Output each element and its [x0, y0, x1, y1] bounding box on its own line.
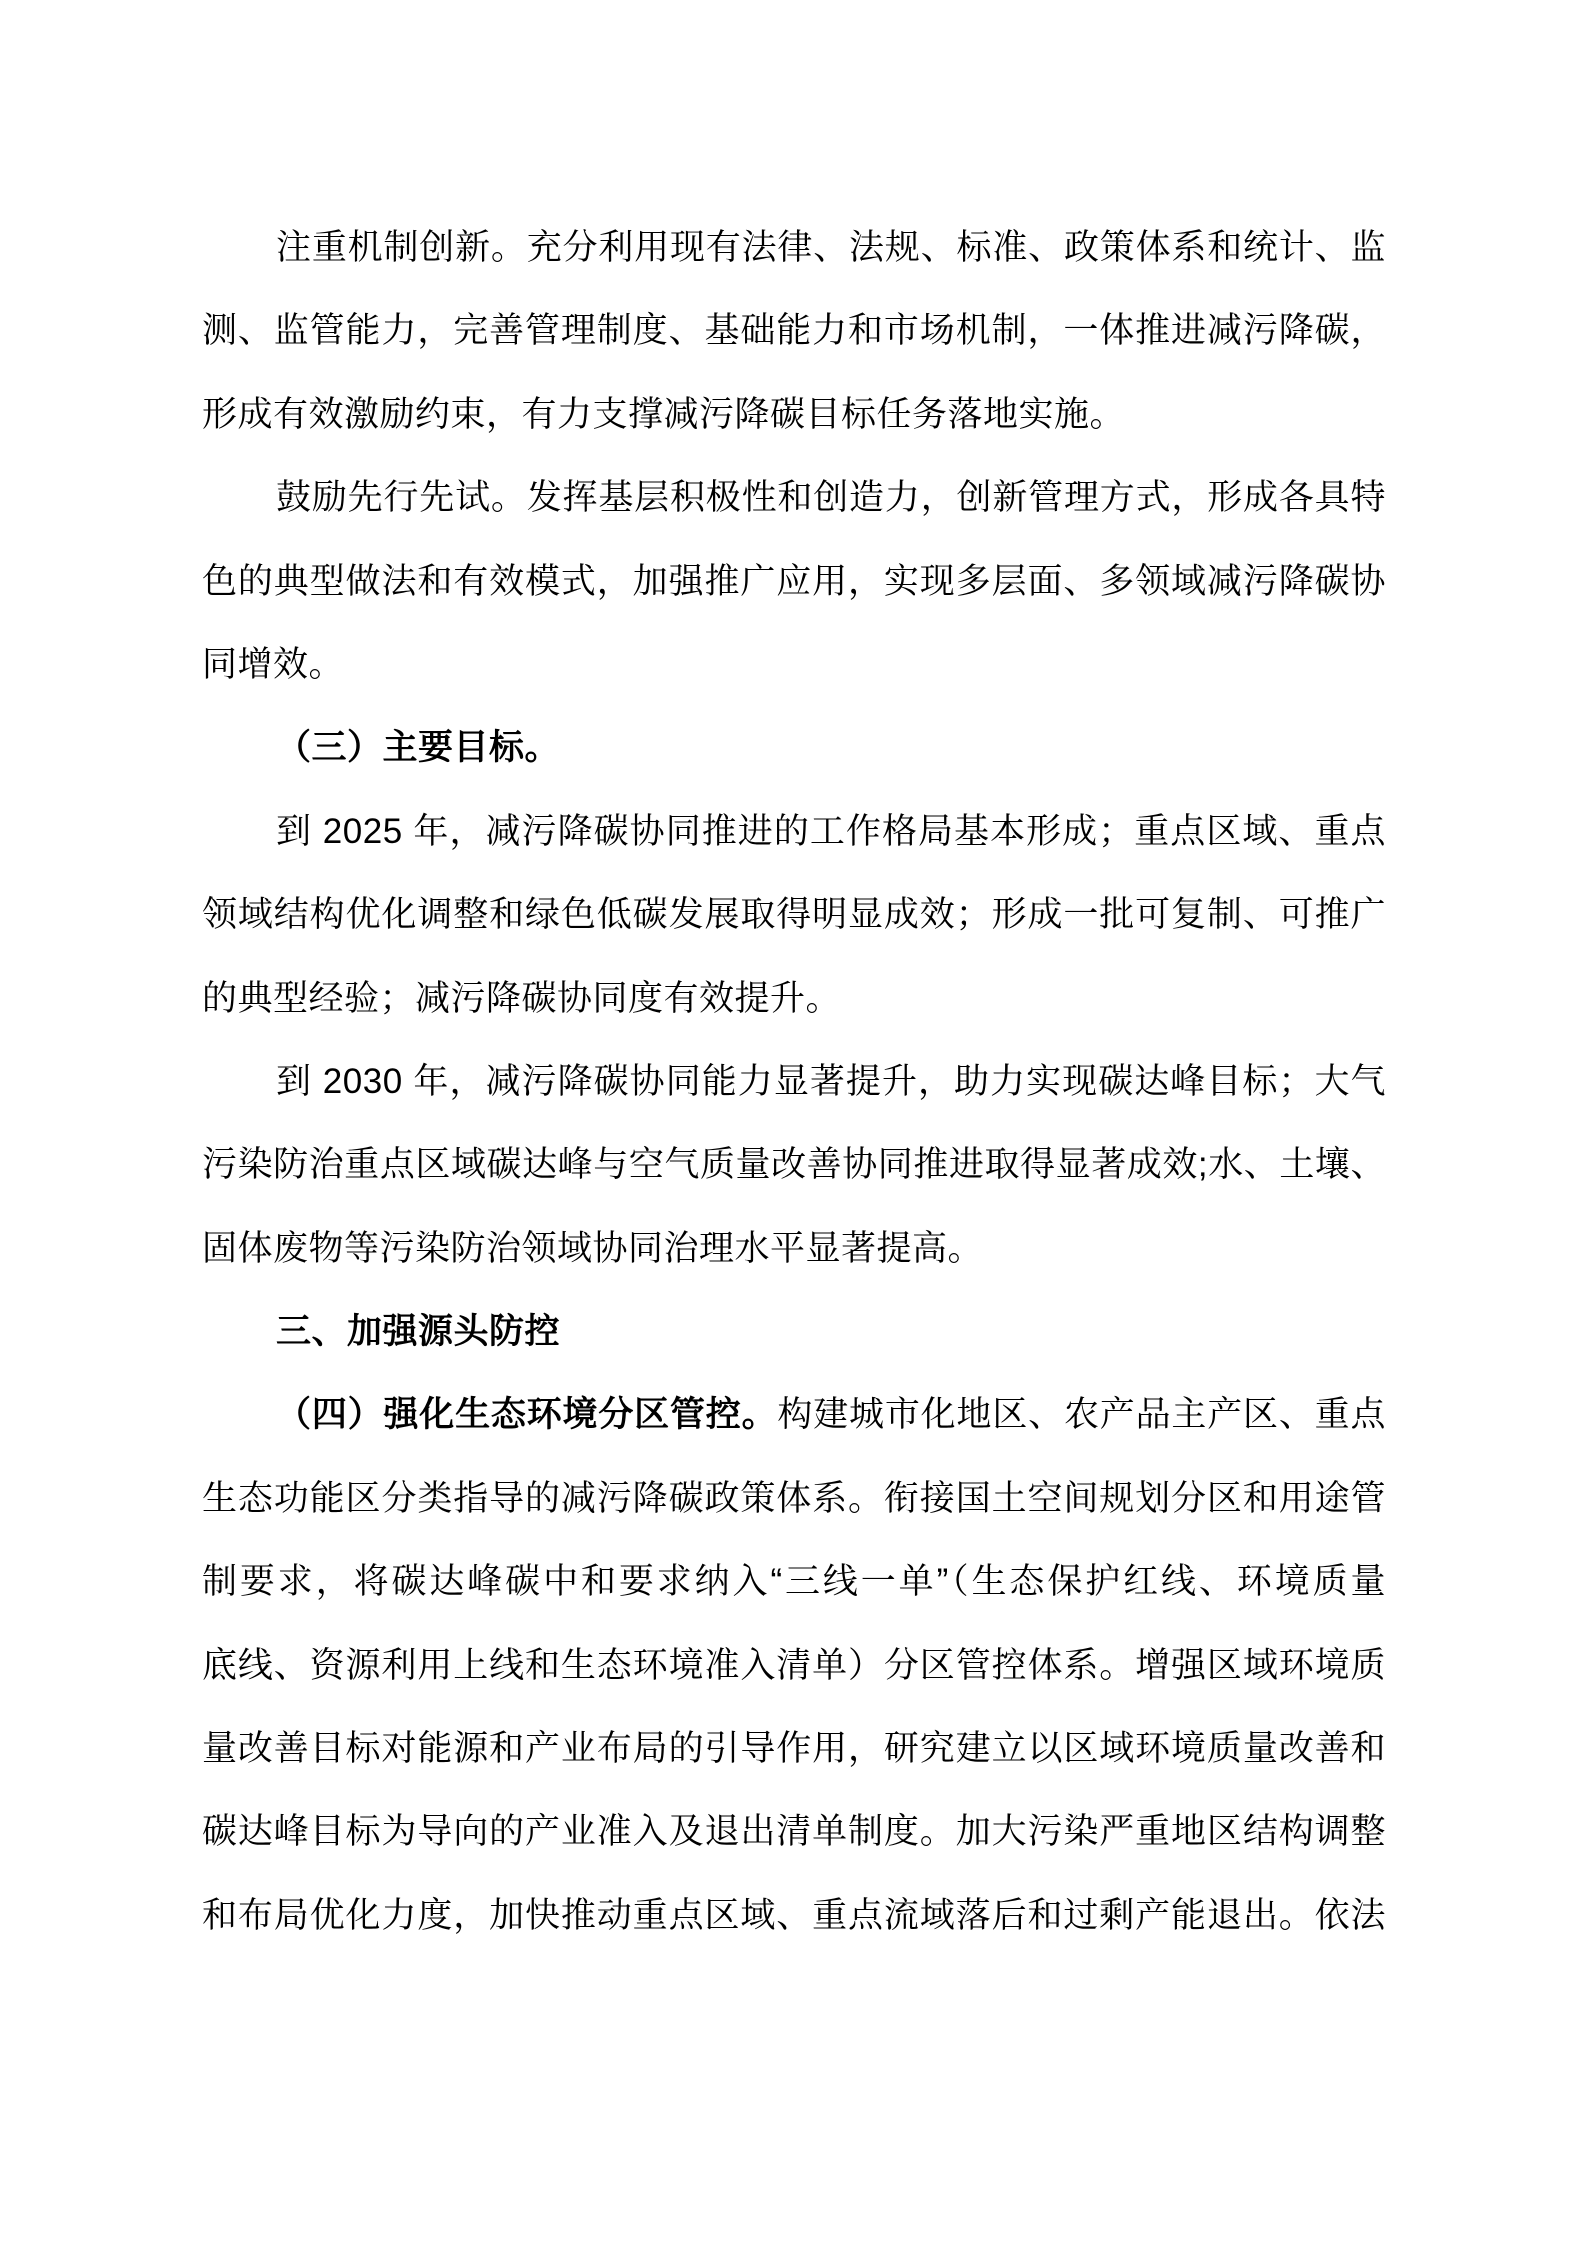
- text-line-5: [202, 540, 1386, 623]
- text-line-6: [202, 623, 1386, 706]
- text-segment: 制要求，将碳达峰碳中和要求纳入“三线一单”（生态保护红线、环境质量: [202, 1562, 1386, 1602]
- text-line-19: [202, 1707, 1386, 1790]
- text-segment: （三）主要目标。: [276, 728, 561, 768]
- text-segment: 形成有效激励约束，有力支撑减污降碳目标任务落地实施。: [202, 394, 1126, 434]
- text-segment: 量改善目标对能源和产业布局的引导作用，研究建立以区域环境质量改善和: [202, 1729, 1386, 1769]
- text-segment: 同增效。: [202, 644, 345, 684]
- text-segment: 和布局优化力度，加快推动重点区域、重点流域落后和过剩产能退出。依法: [202, 1895, 1386, 1935]
- text-segment: 测、监管能力，完善管理制度、基础能力和市场机制，一体推进减污降碳，: [202, 311, 1386, 351]
- text-line-20: [202, 1790, 1386, 1873]
- text-line-18: [202, 1624, 1386, 1707]
- text-segment: 鼓励先行先试。发挥基层积极性和创造力，创新管理方式，形成各具特: [276, 478, 1386, 518]
- text-line-12: [202, 1123, 1386, 1206]
- text-segment: 固体废物等污染防治领域协同治理水平显著提高。: [202, 1228, 984, 1268]
- text-segment: 到 2025 年，减污降碳协同推进的工作格局基本形成；重点区域、重点: [276, 811, 1386, 851]
- text-segment: 构建城市化地区、农产品主产区、重点: [777, 1395, 1386, 1435]
- text-line-16: [202, 1457, 1386, 1540]
- text-segment: 到 2030 年，减污降碳协同能力显著提升，助力实现碳达峰目标；大气: [276, 1061, 1386, 1101]
- text-segment: 的典型经验；减污降碳协同度有效提升。: [202, 978, 842, 1018]
- text-segment: 底线、资源利用上线和生态环境准入清单）分区管控体系。增强区域环境质: [202, 1645, 1386, 1685]
- text-segment: （四）强化生态环境分区管控。: [276, 1395, 778, 1435]
- text-line-4: [202, 456, 1386, 539]
- text-line-11: [202, 1040, 1386, 1123]
- text-line-10: [202, 957, 1386, 1040]
- text-segment: 污染防治重点区域碳达峰与空气质量改善协同推进取得显著成效;水、土壤、: [202, 1145, 1386, 1185]
- text-line-21: [202, 1874, 1386, 1957]
- text-line-17: [202, 1540, 1386, 1623]
- text-line-8: [202, 790, 1386, 873]
- text-segment: 色的典型做法和有效模式，加强推广应用，实现多层面、多领域减污降碳协: [202, 561, 1386, 601]
- text-segment: 领域结构优化调整和绿色低碳发展取得明显成效；形成一批可复制、可推广: [202, 895, 1386, 935]
- text-line-15: [202, 1373, 1386, 1456]
- text-segment: 三、加强源头防控: [276, 1312, 561, 1352]
- document-text-block: [202, 206, 1386, 1957]
- text-segment: 碳达峰目标为导向的产业准入及退出清单制度。加大污染严重地区结构调整: [202, 1812, 1386, 1852]
- text-line-14: [202, 1290, 1386, 1373]
- text-line-1: [202, 206, 1386, 289]
- text-line-3: [202, 373, 1386, 456]
- text-segment: 注重机制创新。充分利用现有法律、法规、标准、政策体系和统计、监: [276, 228, 1386, 267]
- text-line-7: [202, 706, 1386, 789]
- text-line-13: [202, 1207, 1386, 1290]
- text-line-9: [202, 873, 1386, 956]
- text-segment: 生态功能区分类指导的减污降碳政策体系。衔接国土空间规划分区和用途管: [202, 1478, 1386, 1518]
- text-line-2: [202, 289, 1386, 372]
